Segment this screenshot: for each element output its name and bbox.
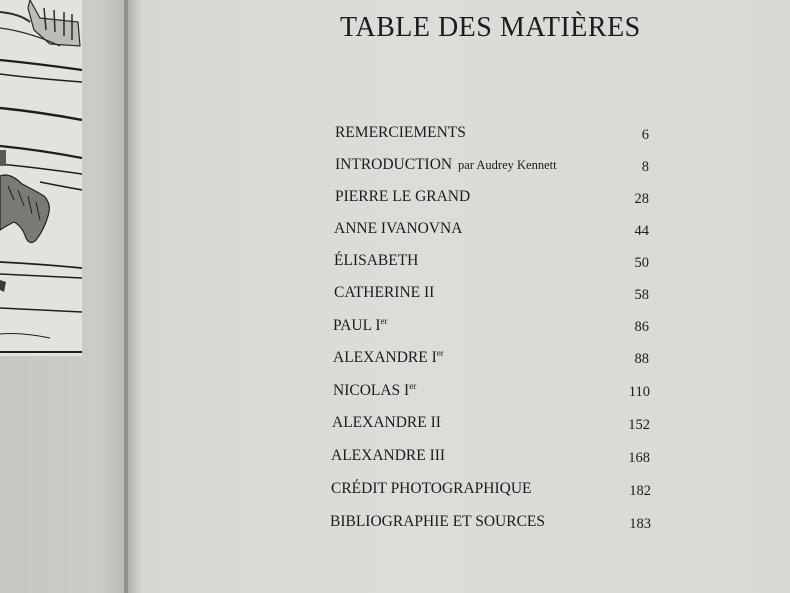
engraving-illustration bbox=[0, 0, 82, 356]
toc-entry-label: ALEXANDRE I bbox=[333, 349, 437, 366]
toc-entry-label: PIERRE LE GRAND bbox=[335, 188, 471, 205]
toc-entry-superscript: er bbox=[380, 316, 388, 326]
toc-list bbox=[128, 0, 790, 593]
toc-entry-page: 88 bbox=[634, 351, 649, 367]
toc-entry-page: 8 bbox=[641, 159, 649, 175]
toc-entry-page: 28 bbox=[634, 191, 649, 207]
toc-entry-superscript: er bbox=[436, 348, 444, 358]
toc-entry bbox=[331, 480, 651, 502]
toc-entry bbox=[332, 414, 650, 436]
toc-entry-label: INTRODUCTION bbox=[335, 156, 453, 173]
toc-entry-label: CRÉDIT PHOTOGRAPHIQUE bbox=[331, 480, 532, 497]
toc-entry-label: CATHERINE II bbox=[334, 284, 435, 301]
toc-entry bbox=[333, 348, 649, 370]
toc-entry bbox=[335, 124, 649, 146]
toc-entry-label: ÉLISABETH bbox=[334, 252, 419, 269]
left-page bbox=[0, 0, 128, 593]
toc-entry bbox=[330, 513, 651, 535]
toc-entry-page: 183 bbox=[629, 516, 651, 532]
toc-entry bbox=[334, 252, 649, 274]
toc-entry-label: ALEXANDRE II bbox=[332, 414, 441, 431]
toc-entry-page: 58 bbox=[634, 287, 649, 303]
toc-entry-label: REMERCIEMENTS bbox=[335, 124, 466, 141]
toc-entry-page: 110 bbox=[628, 384, 650, 400]
toc-entry-page: 86 bbox=[634, 319, 649, 335]
right-page bbox=[128, 0, 790, 593]
toc-title: TABLE DES MATIÈRES bbox=[340, 12, 641, 43]
toc-entry-label: PAUL I bbox=[333, 317, 381, 334]
toc-entry-superscript: er bbox=[409, 381, 417, 391]
toc-entry-page: 182 bbox=[629, 483, 651, 499]
toc-entry bbox=[331, 447, 650, 469]
toc-entry-page: 152 bbox=[628, 417, 650, 433]
toc-entry-page: 50 bbox=[634, 255, 649, 271]
toc-entry-author: par Audrey Kennett bbox=[457, 158, 557, 172]
engraving-drawing bbox=[0, 0, 82, 356]
toc-entry-label: ALEXANDRE III bbox=[331, 447, 446, 464]
toc-entry-label: NICOLAS I bbox=[333, 382, 410, 399]
toc-entry bbox=[335, 156, 649, 178]
toc-entry bbox=[334, 284, 649, 306]
toc-entry-page: 44 bbox=[634, 223, 649, 239]
toc-entry bbox=[333, 316, 649, 338]
toc-entry bbox=[334, 220, 649, 242]
toc-entry-page: 6 bbox=[641, 127, 649, 143]
toc-entry-label: ANNE IVANOVNA bbox=[334, 220, 463, 237]
toc-entry bbox=[333, 381, 650, 403]
toc-entry-label: BIBLIOGRAPHIE ET SOURCES bbox=[330, 513, 546, 530]
toc-entry-page: 168 bbox=[628, 450, 650, 466]
toc-entry bbox=[335, 188, 649, 210]
